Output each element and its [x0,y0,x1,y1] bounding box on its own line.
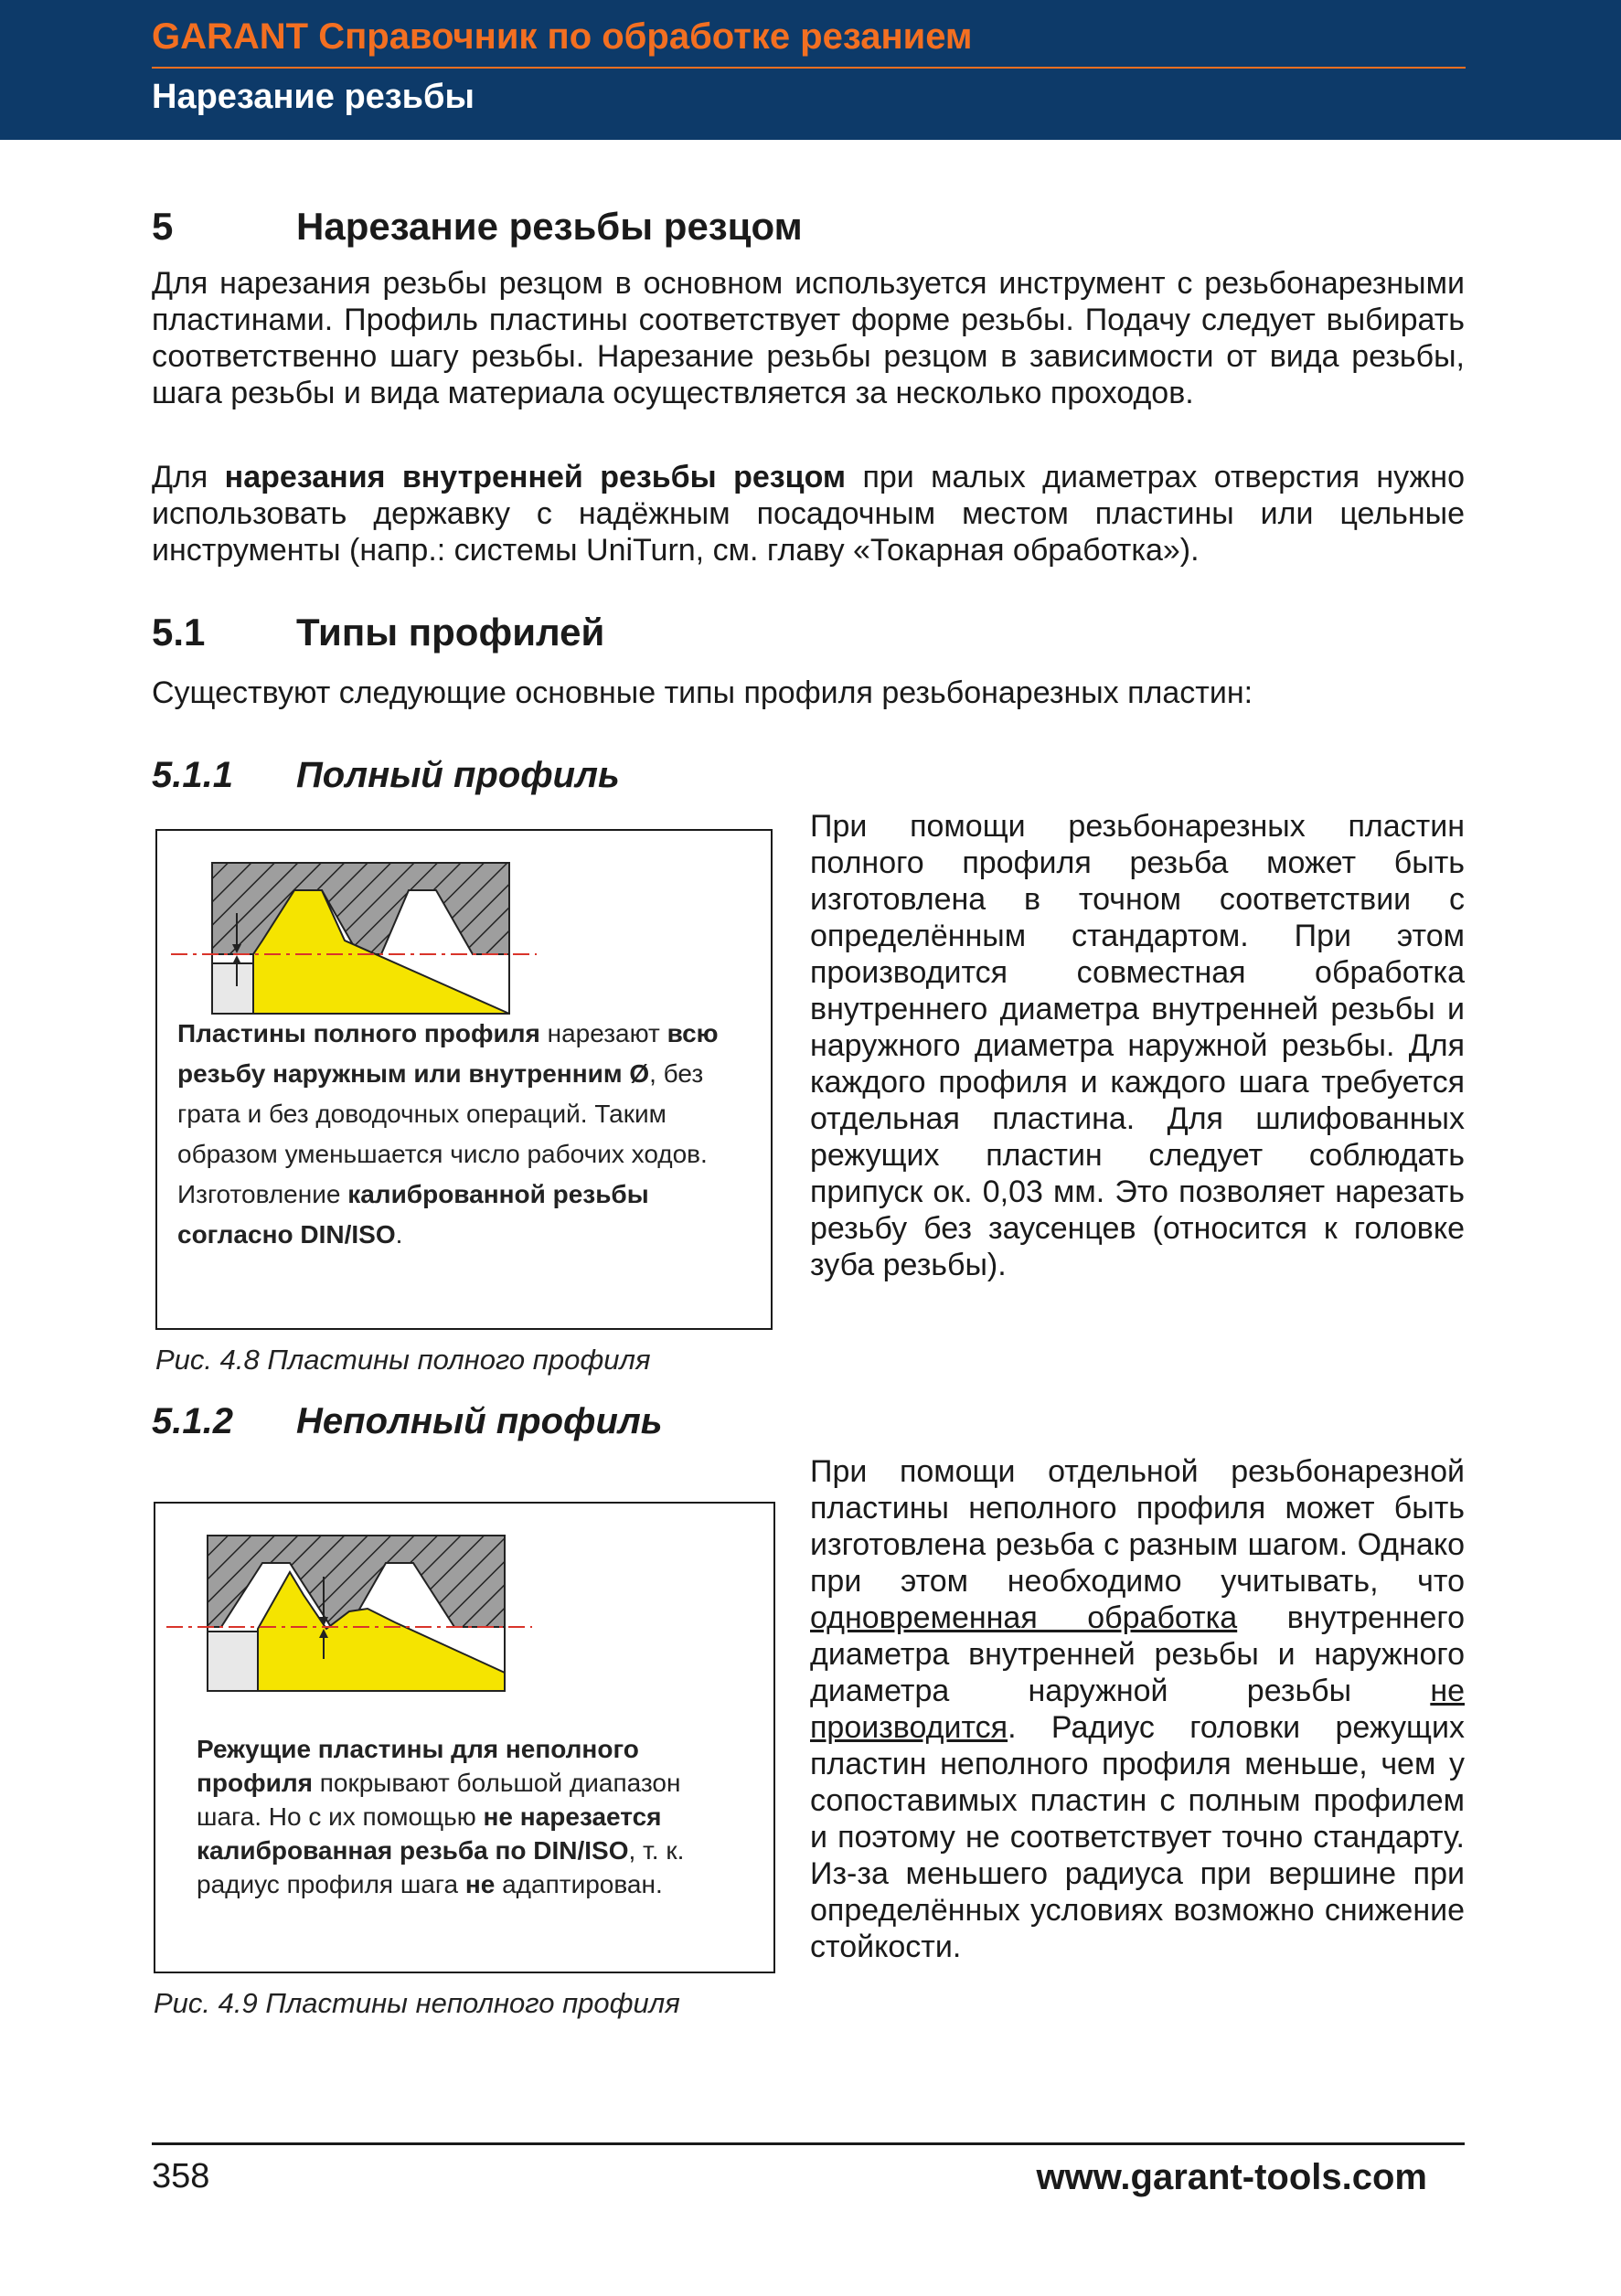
figure-4-8-caption: Рис. 4.8 Пластины полного профиля [155,1344,651,1376]
section-5-1-1-title: Полный профиль [296,755,620,795]
page-header [0,0,1621,140]
header-section: Нарезание резьбы [152,78,475,116]
page-number: 358 [152,2157,210,2195]
full-profile-figure-text: Пластины полного профиля нарезают всю резьбу наружным или внутренним Ø, без грата и без доводочных операций. Таким образом уменьшается число рабочих ходов. Изготовление калиброванной резьбы согласно DIN/ISO. [177,1019,719,1249]
section-5-number: 5 [152,205,174,248]
section-5-1-2-heading [152,1401,663,1442]
partial-profile-diagram [166,1526,550,1700]
figure-partial-profile [154,1502,775,1973]
underlined-phrase: одновременная обработка [810,1600,1238,1635]
section-5-1-title: Типы профилей [296,611,605,654]
underlined-phrase: не производится [810,1674,1465,1745]
full-profile-diagram [171,849,555,1023]
section-5-1-2-number: 5.1.2 [152,1401,233,1441]
website-link[interactable]: www.garant-tools.com [1036,2157,1427,2197]
section-5-paragraph-1: Для нарезания резьбы резцом в основном используется инструмент с резьбонарезными пластинами. Профиль пластины соответствует форме резьбы. Подачу следует выбирать соответственно шагу резьбы. Нарезание резьбы резцом в зависимости от вида резьбы, шага резьбы и вида материала осуществляется за несколько проходов. [152,266,1465,410]
figure-4-9-caption: Рис. 4.9 Пластины неполного профиля [154,1987,680,2019]
figure-full-profile [155,829,773,1330]
section-5-1-2-body: При помощи отдельной резьбонарезной пластины неполного профиля может быть изготовлена резьба с разным шагом. Однако при этом необходимо учитывать, что одновременная обработка внутреннего диаметра внутренней резьбы и наружного диаметра наружной резьбы не производится. Радиус головки режущих пластин неполного профиля меньше, чем у сопоставимых пластин с полным профилем и поэтому не соответствует точно стандарту. Из-за меньшего радиуса при вершине при определённых условиях возможно снижение стойкости. [810,1454,1465,1964]
header-divider [152,67,1466,69]
section-5-1-1-number: 5.1.1 [152,755,233,795]
partial-profile-figure-text: Режущие пластины для неполного профиля покрывают большой диапазон шага. Но с их помощью не нарезается калиброванная резьба по DIN/ISO, т. к. радиус профиля шага не адаптирован. [197,1735,685,1898]
footer-divider [152,2142,1465,2145]
section-5-1-intro: Существуют следующие основные типы профиля резьбонарезных пластин: [152,675,1253,710]
bold-phrase: нарезания внутренней резьбы резцом [224,460,847,494]
section-5-paragraph-2: Для нарезания внутренней резьбы резцом при малых диаметрах отверстия нужно использовать державку с надёжным посадочным местом пластины или цельные инструменты (напр.: системы UniTurn, см. главу «Токарная обработка»). [152,460,1465,568]
section-5-1-1-heading [152,755,620,796]
section-5-1-1-body: При помощи резьбонарезных пластин полного профиля резьба может быть изготовлена в точном соответствии с определённым стандартом. При этом производится совместная обработка внутреннего диаметра внутренней резьбы и наружного диаметра наружной резьбы. Для каждого профиля и каждого шага требуется отдельная пластина. Для шлифованных режущих пластин следует соблюдать припуск ок. 0,03 мм. Это позволяет нарезать резьбу без заусенцев (относится к головке зуба резьбы). [810,809,1465,1282]
header-brand: GARANT Справочник по обработке резанием [152,16,973,57]
section-5-title: Нарезание резьбы резцом [296,205,803,248]
section-5-1-heading [152,611,604,654]
section-5-heading [152,205,803,249]
section-5-1-2-title: Неполный профиль [296,1401,663,1441]
section-5-1-number: 5.1 [152,611,206,654]
